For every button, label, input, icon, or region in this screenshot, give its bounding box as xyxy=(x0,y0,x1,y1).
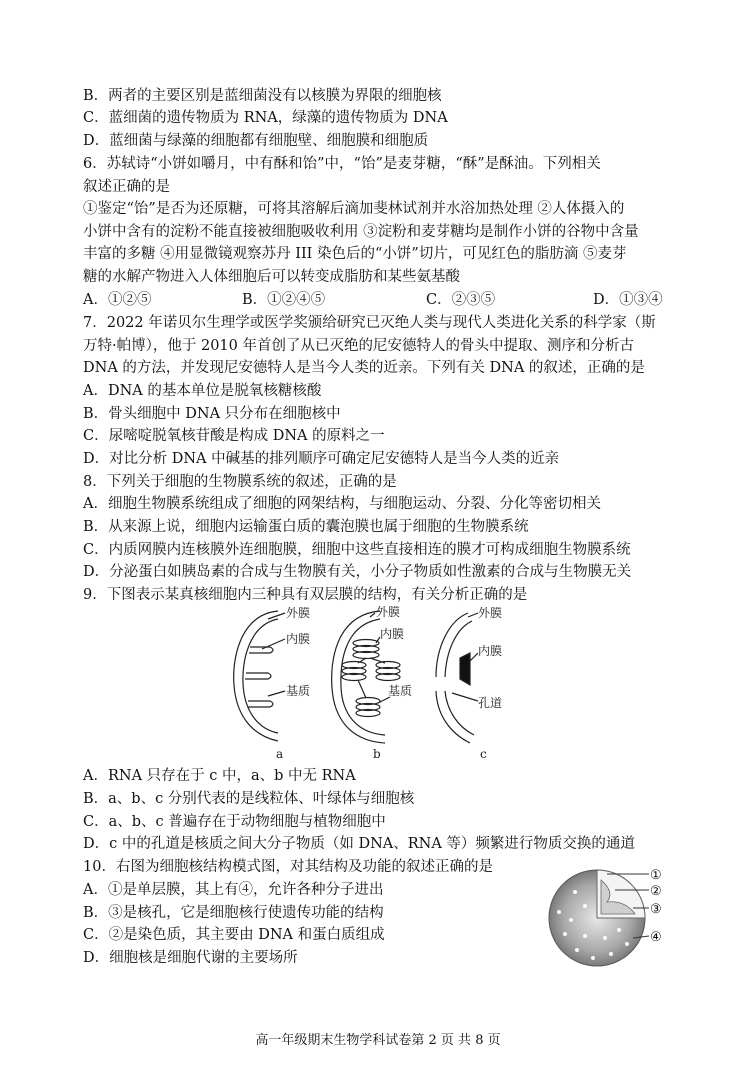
fig-c-inner-membrane-label: 内膜 xyxy=(478,644,503,658)
fig-c-pore-label: 孔道 xyxy=(478,696,503,710)
q8-option-d: D．分泌蛋白如胰岛素的合成与生物膜有关，小分子物质如性激素的合成与生物膜无关 xyxy=(83,564,632,580)
q10-stem: 10．右图为细胞核结构模式图，对其结构及功能的叙述正确的是 xyxy=(83,859,493,875)
q7-option-a: A．DNA 的基本单位是脱氧核糖核酸 xyxy=(83,383,322,399)
fig-b-matrix-label: 基质 xyxy=(388,684,413,698)
q7-stem-line-1: 7．2022 年诺贝尔生理学或医学奖颁给研究已灭绝人类与现代人类进化关系的科学家（斯 xyxy=(83,315,656,331)
fig-b-inner-membrane-label: 内膜 xyxy=(380,627,405,641)
q7-option-d: D．对比分析 DNA 中碱基的排列顺序可确定尼安德特人是当今人类的近亲 xyxy=(83,451,560,467)
q10-option-b: B．③是核孔，它是细胞核行使遗传功能的结构 xyxy=(83,905,384,921)
q5-option-c: C．蓝细菌的遗传物质为 RNA，绿藻的遗传物质为 DNA xyxy=(83,110,448,126)
q6-statement-line-2: 小饼中含有的淀粉不能直接被细胞吸收利用 ③淀粉和麦芽糖均是制作小饼的谷物中含量 xyxy=(83,224,639,240)
nucleus-label-3: ③ xyxy=(650,902,662,917)
q5-option-d: D．蓝细菌与绿藻的细胞都有细胞壁、细胞膜和细胞质 xyxy=(83,133,429,149)
thylakoid-stack xyxy=(342,640,400,717)
q7-stem-line-2: 万特·帕博），他于 2010 年首创了从已灭绝的尼安德特人的骨头中提取、测序和分析古 xyxy=(83,338,634,354)
q6-options-row xyxy=(83,290,683,310)
fig-caption-b: b xyxy=(373,747,381,761)
q5-option-b: B．两者的主要区别是蓝细菌没有以核膜为界限的细胞核 xyxy=(83,88,442,104)
fig-caption-a: a xyxy=(276,747,284,761)
nucleus-label-4: ④ xyxy=(650,930,662,945)
q6-statement-line-4: 糖的水解产物进入人体细胞后可以转变成脂肪和某些氨基酸 xyxy=(83,269,460,285)
q8-option-c: C．内质网膜内连核膜外连细胞膜，细胞中这些直接相连的膜才可构成细胞生物膜系统 xyxy=(83,542,631,558)
q9-stem: 9．下图表示某真核细胞内三种具有双层膜的结构，有关分析正确的是 xyxy=(83,587,528,603)
q9-option-c: C．a、b、c 普遍存在于动物细胞与植物细胞中 xyxy=(83,814,386,830)
page-footer: 高一年级期末生物学科试卷第 2 页 共 8 页 xyxy=(255,1033,501,1048)
q9-option-d: D．c 中的孔道是核质之间大分子物质（如 DNA、RNA 等）频繁进行物质交换的通道 xyxy=(83,836,635,852)
q9-option-b: B．a、b、c 分别代表的是线粒体、叶绿体与细胞核 xyxy=(83,791,415,807)
q10-option-d: D．细胞核是细胞代谢的主要场所 xyxy=(83,950,298,966)
q7-option-b: B．骨头细胞中 DNA 只分布在细胞核中 xyxy=(83,406,341,422)
nucleus-diagram xyxy=(549,870,645,966)
q6-option-d: D．①③④ xyxy=(593,292,663,308)
q10-option-a: A．①是单层膜，其上有④，允许各种分子进出 xyxy=(83,882,384,898)
q8-stem: 8．下列关于细胞的生物膜系统的叙述，正确的是 xyxy=(83,474,397,490)
nucleus-label-1: ① xyxy=(650,868,662,883)
q6-option-b: B．①②④⑤ xyxy=(242,292,326,308)
q8-option-b: B．从来源上说，细胞内运输蛋白质的囊泡膜也属于细胞的生物膜系统 xyxy=(83,519,529,535)
q10-option-c: C．②是染色质，其主要由 DNA 和蛋白质组成 xyxy=(83,927,385,943)
q6-option-a: A．①②⑤ xyxy=(83,292,152,308)
fig-caption-c: c xyxy=(480,747,487,761)
q8-option-a: A．细胞生物膜系统组成了细胞的网架结构，与细胞运动、分裂、分化等密切相关 xyxy=(83,496,601,512)
q9-organelle-figure xyxy=(230,603,530,763)
q7-option-c: C．尿嘧啶脱氧核苷酸是构成 DNA 的原料之一 xyxy=(83,428,385,444)
nuclear-envelope-diagram xyxy=(436,613,478,743)
q6-stem-line-1: 6．苏轼诗“小饼如嚼月，中有酥和饴”中，“饴”是麦芽糖，“酥”是酥油。下列相关 xyxy=(83,156,601,172)
q6-option-c: C．②③⑤ xyxy=(426,292,496,308)
q9-option-a: A．RNA 只存在于 c 中，a、b 中无 RNA xyxy=(83,768,356,784)
nucleus-label-2: ② xyxy=(650,884,662,899)
fig-a-outer-membrane-label: 外膜 xyxy=(286,606,311,620)
q7-stem-line-3: DNA 的方法，并发现尼安德特人是当今人类的近亲。下列有关 DNA 的叙述，正确的是 xyxy=(83,360,645,376)
nucleus-structure-figure xyxy=(545,862,675,970)
q6-statement-line-1: ①鉴定“饴”是否为还原糖，可将其溶解后滴加斐林试剂并水浴加热处理 ②人体摄入的 xyxy=(83,201,625,217)
fig-b-outer-membrane-label: 外膜 xyxy=(376,605,401,619)
q6-statement-line-3: 丰富的多糖 ④用显微镜观察苏丹 III 染色后的“小饼”切片，可见红色的脂肪滴 ⑤麦芽 xyxy=(83,246,627,262)
fig-c-outer-membrane-label: 外膜 xyxy=(478,606,503,620)
fig-a-inner-membrane-label: 内膜 xyxy=(286,632,311,646)
fig-a-matrix-label: 基质 xyxy=(286,684,311,698)
mitochondrion-diagram xyxy=(234,611,285,741)
q6-stem-line-2: 叙述正确的是 xyxy=(83,179,170,195)
